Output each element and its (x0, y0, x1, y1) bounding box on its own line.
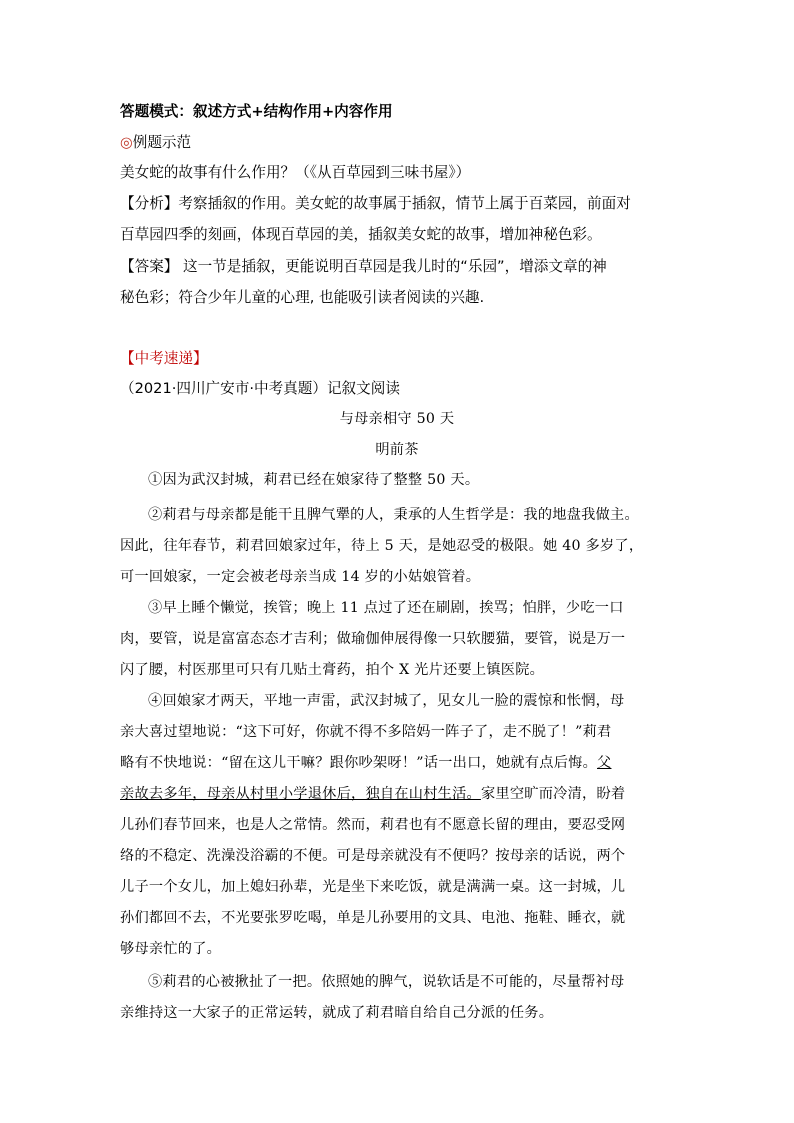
answer-line-2: 秘色彩；符合少年儿童的心理, 也能吸引读者阅读的兴趣. (120, 289, 485, 306)
answer-mode-title: 答题模式：叙述方式+结构作用+内容作用 (120, 103, 393, 120)
example-heading (120, 133, 191, 153)
paragraph-4-line-7: 儿子一个女儿，加上媳妇孙辈，光是坐下来吃饭，就是满满一桌。这一封城，儿 (120, 879, 626, 895)
example-question: 美女蛇的故事有什么作用？（《从百草园到三味书屋》） (120, 164, 471, 181)
paragraph-3-line-1: ③早上睡个懒觉，挨管；晚上 11 点过了还在刷剧，挨骂；怕胖，少吃一口 (148, 600, 624, 616)
paragraph-4-line-5: 儿孙们春节回来，也是人之常情。然而，莉君也有不愿意长留的理由，要忍受网 (120, 817, 626, 833)
paragraph-3-line-2: 肉，要管，说是富富态态才吉利；做瑜伽伸展得像一只软腰猫，要管，说是万一 (120, 631, 626, 647)
exam-section-header: 【中考速递】 (120, 350, 208, 367)
analysis-line-2: 百草园四季的刻画，体现百草园的美，插叙美女蛇的故事，增加神秘色彩。 (120, 226, 602, 243)
paragraph-4-line-4 (120, 784, 625, 804)
article-author: 明前茶 (375, 442, 419, 458)
paragraph-4-line-8: 孙们都回不去，不光要张罗吃喝，单是儿孙要用的文具、电池、拖鞋、睡衣，就 (120, 910, 626, 926)
paragraph-4-line-4-text: 家里空旷而冷清，盼着 (480, 786, 626, 802)
paragraph-4-line-6: 络的不稳定、洗澡没浴霸的不便。可是母亲就没有不便吗？按母亲的话说，两个 (120, 848, 626, 864)
article-title: 与母亲相守 50 天 (339, 411, 455, 427)
paragraph-4-line-3 (120, 753, 611, 773)
analysis-line-1: 【分析】考察插叙的作用。美女蛇的故事属于插叙，情节上属于百菜园，前面对 (120, 195, 631, 212)
paragraph-4-line-9: 够母亲忙的了。 (120, 941, 222, 957)
paragraph-4-line-3-text: 略有不快地说：“留在这儿干嘛？跟你吵架呀！”话一出口，她就有点后悔。 (120, 755, 598, 771)
underlined-sentence-start: 父 (597, 755, 612, 771)
exam-source: （2021·四川广安市·中考真题）记叙文阅读 (120, 380, 400, 397)
paragraph-2-line-3: 可一回娘家，一定会被老母亲当成 14 岁的小姑娘管着。 (120, 569, 481, 585)
answer-line-1: 【答案】 这一节是插叙，更能说明百草园是我儿时的“乐园”，增添文章的神 (120, 258, 607, 275)
paragraph-4-line-2: 亲大喜过望地说：“这下可好，你就不得不多陪妈一阵子了，走不脱了！”莉君 (120, 724, 612, 740)
paragraph-1: ①因为武汉封城，莉君已经在娘家待了整整 50 天。 (148, 472, 480, 488)
paragraph-4-line-1: ④回娘家才两天，平地一声雷，武汉封城了，见女儿一脸的震惊和怅惘，母 (148, 693, 625, 709)
bullseye-icon: ◎ (120, 134, 133, 151)
paragraph-5-line-2: 亲维持这一大家子的正常运转，就成了莉君暗自给自己分派的任务。 (120, 1005, 554, 1021)
example-heading-label: 例题示范 (132, 134, 192, 151)
paragraph-5-line-1: ⑤莉君的心被揪扯了一把。依照她的脾气，说软话是不可能的，尽量帮衬母 (148, 974, 625, 990)
paragraph-2-line-2: 因此，往年春节，莉君回娘家过年，待上 5 天，是她忍受的极限。她 40 多岁了， (120, 538, 644, 554)
paragraph-2-line-1: ②莉君与母亲都是能干且脾气犟的人，秉承的人生哲学是：我的地盘我做主。 (148, 507, 639, 523)
underlined-sentence: 亲故去多年，母亲从村里小学退休后，独自在山村生活。 (120, 786, 481, 802)
paragraph-3-line-3: 闪了腰，村医那里可只有几贴土膏药，拍个 X 光片还要上镇医院。 (120, 662, 545, 678)
